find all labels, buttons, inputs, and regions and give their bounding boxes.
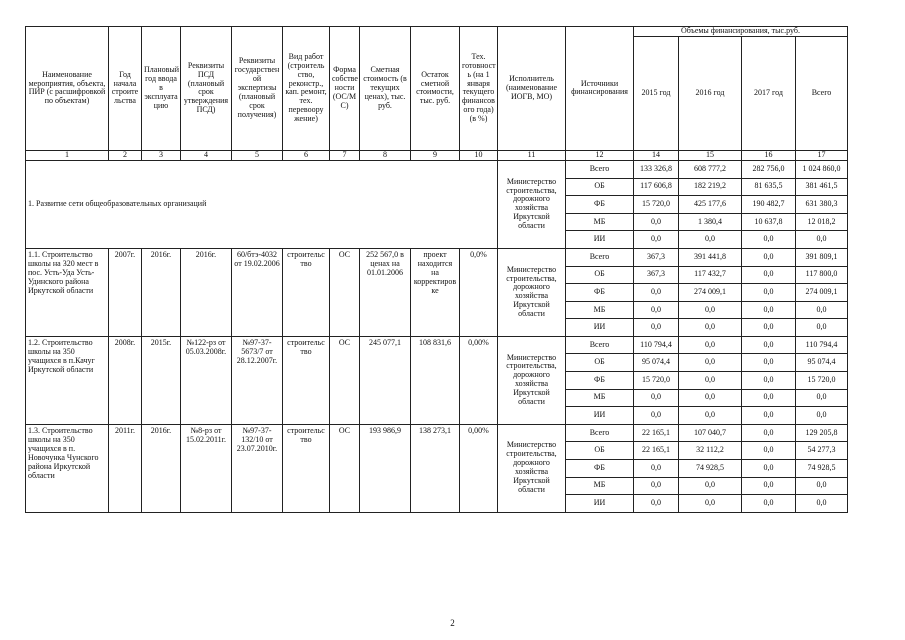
value-2015: 0,0	[634, 284, 679, 302]
value-2016: 0,0	[679, 407, 742, 425]
value-2017: 0,0	[742, 284, 796, 302]
funding-source: МБ	[566, 213, 634, 231]
value-2016: 0,0	[679, 372, 742, 390]
value-total: 95 074,4	[796, 354, 848, 372]
ownership-form: ОС	[330, 336, 360, 424]
value-2017: 0,0	[742, 301, 796, 319]
header-start-year: Год начала строите льства	[109, 27, 142, 151]
value-2015: 22 165,1	[634, 442, 679, 460]
value-2016: 107 040,7	[679, 424, 742, 442]
value-2017: 190 482,7	[742, 196, 796, 214]
header-psd: Реквизиты ПСД (плановый срок утверждения ПСД)	[181, 27, 232, 151]
table-row	[26, 424, 848, 442]
value-2016: 0,0	[679, 336, 742, 354]
funding-source: ИИ	[566, 319, 634, 337]
value-2016: 117 432,7	[679, 266, 742, 284]
funding-source: ОБ	[566, 178, 634, 196]
column-number: 16	[742, 150, 796, 160]
funding-source: ИИ	[566, 231, 634, 249]
value-total: 54 277,3	[796, 442, 848, 460]
funding-source: Всего	[566, 160, 634, 178]
column-number: 12	[566, 150, 634, 160]
column-number: 17	[796, 150, 848, 160]
section-title: 1. Развитие сети общеобразовательных организаций	[26, 160, 498, 248]
funding-source: ФБ	[566, 460, 634, 478]
value-2016: 0,0	[679, 354, 742, 372]
funding-source: ИИ	[566, 495, 634, 513]
value-total: 631 380,3	[796, 196, 848, 214]
header-source: Источники финансирования	[566, 27, 634, 151]
value-2017: 0,0	[742, 442, 796, 460]
remaining-cost: проект находится на корректиров ке	[411, 248, 460, 336]
psd-details: №8-рз от 15.02.2011г.	[181, 424, 232, 512]
plan-year: 2016г.	[142, 248, 181, 336]
value-total: 117 800,0	[796, 266, 848, 284]
header-total: Всего	[796, 36, 848, 150]
value-2015: 0,0	[634, 495, 679, 513]
value-2017: 0,0	[742, 424, 796, 442]
value-2016: 32 112,2	[679, 442, 742, 460]
value-2015: 367,3	[634, 248, 679, 266]
value-2017: 0,0	[742, 460, 796, 478]
value-2017: 10 637,8	[742, 213, 796, 231]
header-remaining-cost: Остаток сметной стоимости, тыс. руб.	[411, 27, 460, 151]
value-2017: 0,0	[742, 336, 796, 354]
value-2017: 0,0	[742, 231, 796, 249]
value-total: 0,0	[796, 389, 848, 407]
header-funding-group: Объемы финансирования, тыс.руб.	[634, 27, 848, 37]
value-2016: 0,0	[679, 319, 742, 337]
column-number: 5	[232, 150, 283, 160]
value-2016: 608 777,2	[679, 160, 742, 178]
start-year: 2007г.	[109, 248, 142, 336]
value-2017: 0,0	[742, 319, 796, 337]
value-total: 391 809,1	[796, 248, 848, 266]
column-number: 8	[360, 150, 411, 160]
object-name: 1.3. Строительство школы на 350 учащихся в п. Новочунка Чунского района Иркутской области	[26, 424, 109, 512]
psd-details: №122-рз от 05.03.2008г.	[181, 336, 232, 424]
value-2015: 117 606,8	[634, 178, 679, 196]
financing-table	[25, 26, 848, 513]
work-type: строительс тво	[283, 336, 330, 424]
column-number: 3	[142, 150, 181, 160]
value-2015: 0,0	[634, 477, 679, 495]
estimated-cost: 252 567,0 в ценах на 01.01.2006	[360, 248, 411, 336]
expertise-details: №97-37-5673/7 от 28.12.2007г.	[232, 336, 283, 424]
header-2016: 2016 год	[679, 36, 742, 150]
value-2016: 1 380,4	[679, 213, 742, 231]
header-executor: Исполнитель (наименование ИОГВ, МО)	[498, 27, 566, 151]
executor: Министерство строительства, дорожного хозяйства Иркутской области	[498, 336, 566, 424]
value-2017: 81 635,5	[742, 178, 796, 196]
table-row	[26, 160, 848, 178]
readiness-percent: 0,00%	[460, 424, 498, 512]
value-2015: 367,3	[634, 266, 679, 284]
value-total: 12 018,2	[796, 213, 848, 231]
header-work-type: Вид работ (строитель ство, реконстр., кап. ремонт, тех. перевоору жение)	[283, 27, 330, 151]
expertise-details: №97-37-132/10 от 23.07.2010г.	[232, 424, 283, 512]
remaining-cost: 108 831,6	[411, 336, 460, 424]
column-number: 9	[411, 150, 460, 160]
value-2015: 95 074,4	[634, 354, 679, 372]
value-2015: 0,0	[634, 319, 679, 337]
value-total: 110 794,4	[796, 336, 848, 354]
value-total: 129 205,8	[796, 424, 848, 442]
value-2017: 0,0	[742, 495, 796, 513]
funding-source: ФБ	[566, 284, 634, 302]
value-2015: 0,0	[634, 389, 679, 407]
funding-source: ИИ	[566, 407, 634, 425]
column-number: 15	[679, 150, 742, 160]
header-plan-year: Плановый год ввода в эксплуата цию	[142, 27, 181, 151]
readiness-percent: 0,00%	[460, 336, 498, 424]
value-2016: 0,0	[679, 477, 742, 495]
value-2015: 110 794,4	[634, 336, 679, 354]
funding-source: ФБ	[566, 372, 634, 390]
column-number: 10	[460, 150, 498, 160]
column-number-row	[26, 150, 848, 160]
estimated-cost: 245 077,1	[360, 336, 411, 424]
value-2016: 0,0	[679, 231, 742, 249]
header-name: Наименование мероприятия, объекта, ПИР (с расшифровкой по объектам)	[26, 27, 109, 151]
executor: Министерство строительства, дорожного хозяйства Иркутской области	[498, 424, 566, 512]
header-estimated-cost: Сметная стоимость (в текущих ценах), тыс. руб.	[360, 27, 411, 151]
psd-details: 2016г.	[181, 248, 232, 336]
value-2016: 391 441,8	[679, 248, 742, 266]
funding-source: МБ	[566, 477, 634, 495]
column-number: 7	[330, 150, 360, 160]
header-readiness: Тех. готовност ь (на 1 января текущего финансов ого года) (в %)	[460, 27, 498, 151]
value-2016: 74 928,5	[679, 460, 742, 478]
funding-source: МБ	[566, 301, 634, 319]
value-2017: 0,0	[742, 389, 796, 407]
header-row-top	[26, 27, 848, 37]
header-expertise: Реквизиты государствен ой экспертизы (плановый срок получения)	[232, 27, 283, 151]
value-2015: 133 326,8	[634, 160, 679, 178]
funding-source: ОБ	[566, 266, 634, 284]
column-number: 6	[283, 150, 330, 160]
funding-source: ОБ	[566, 354, 634, 372]
value-2016: 0,0	[679, 495, 742, 513]
value-2017: 0,0	[742, 372, 796, 390]
object-name: 1.1. Строительство школы на 320 мест в пос. Усть-Уда Усть-Удинского района Иркутской области	[26, 248, 109, 336]
value-total: 0,0	[796, 495, 848, 513]
value-2016: 425 177,6	[679, 196, 742, 214]
estimated-cost: 193 986,9	[360, 424, 411, 512]
column-number: 2	[109, 150, 142, 160]
work-type: строительс тво	[283, 248, 330, 336]
value-2015: 0,0	[634, 231, 679, 249]
header-2015: 2015 год	[634, 36, 679, 150]
executor: Министерство строительства, дорожного хозяйства Иркутской области	[498, 160, 566, 248]
value-total: 1 024 860,0	[796, 160, 848, 178]
value-2015: 15 720,0	[634, 372, 679, 390]
ownership-form: ОС	[330, 424, 360, 512]
funding-source: ФБ	[566, 196, 634, 214]
value-total: 0,0	[796, 231, 848, 249]
readiness-percent: 0,0%	[460, 248, 498, 336]
value-2015: 0,0	[634, 407, 679, 425]
remaining-cost: 138 273,1	[411, 424, 460, 512]
value-2017: 0,0	[742, 477, 796, 495]
header-ownership: Форма собстве ности (ОС/М С)	[330, 27, 360, 151]
value-2015: 0,0	[634, 213, 679, 231]
column-number: 1	[26, 150, 109, 160]
value-total: 15 720,0	[796, 372, 848, 390]
value-total: 274 009,1	[796, 284, 848, 302]
value-2015: 0,0	[634, 301, 679, 319]
plan-year: 2016г.	[142, 424, 181, 512]
funding-source: МБ	[566, 389, 634, 407]
funding-source: Всего	[566, 248, 634, 266]
column-number: 14	[634, 150, 679, 160]
executor: Министерство строительства, дорожного хозяйства Иркутской области	[498, 248, 566, 336]
page-number: 2	[450, 618, 455, 628]
value-2016: 0,0	[679, 301, 742, 319]
start-year: 2008г.	[109, 336, 142, 424]
value-total: 381 461,5	[796, 178, 848, 196]
funding-source: Всего	[566, 336, 634, 354]
ownership-form: ОС	[330, 248, 360, 336]
value-2016: 0,0	[679, 389, 742, 407]
table-row	[26, 248, 848, 266]
funding-source: Всего	[566, 424, 634, 442]
value-total: 74 928,5	[796, 460, 848, 478]
column-number: 11	[498, 150, 566, 160]
value-total: 0,0	[796, 407, 848, 425]
value-2017: 0,0	[742, 407, 796, 425]
funding-source: ОБ	[566, 442, 634, 460]
value-2016: 182 219,2	[679, 178, 742, 196]
header-2017: 2017 год	[742, 36, 796, 150]
value-2017: 0,0	[742, 266, 796, 284]
object-name: 1.2. Строительство школы на 350 учащихся в п.Качуг Иркутской области	[26, 336, 109, 424]
value-total: 0,0	[796, 319, 848, 337]
work-type: строительс тво	[283, 424, 330, 512]
expertise-details: 60/бтэ-4032 от 19.02.2006	[232, 248, 283, 336]
value-2017: 0,0	[742, 248, 796, 266]
table-row	[26, 336, 848, 354]
value-2015: 15 720,0	[634, 196, 679, 214]
value-total: 0,0	[796, 477, 848, 495]
value-2016: 274 009,1	[679, 284, 742, 302]
start-year: 2011г.	[109, 424, 142, 512]
value-2017: 0,0	[742, 354, 796, 372]
column-number: 4	[181, 150, 232, 160]
value-2015: 0,0	[634, 460, 679, 478]
value-2015: 22 165,1	[634, 424, 679, 442]
plan-year: 2015г.	[142, 336, 181, 424]
value-2017: 282 756,0	[742, 160, 796, 178]
value-total: 0,0	[796, 301, 848, 319]
